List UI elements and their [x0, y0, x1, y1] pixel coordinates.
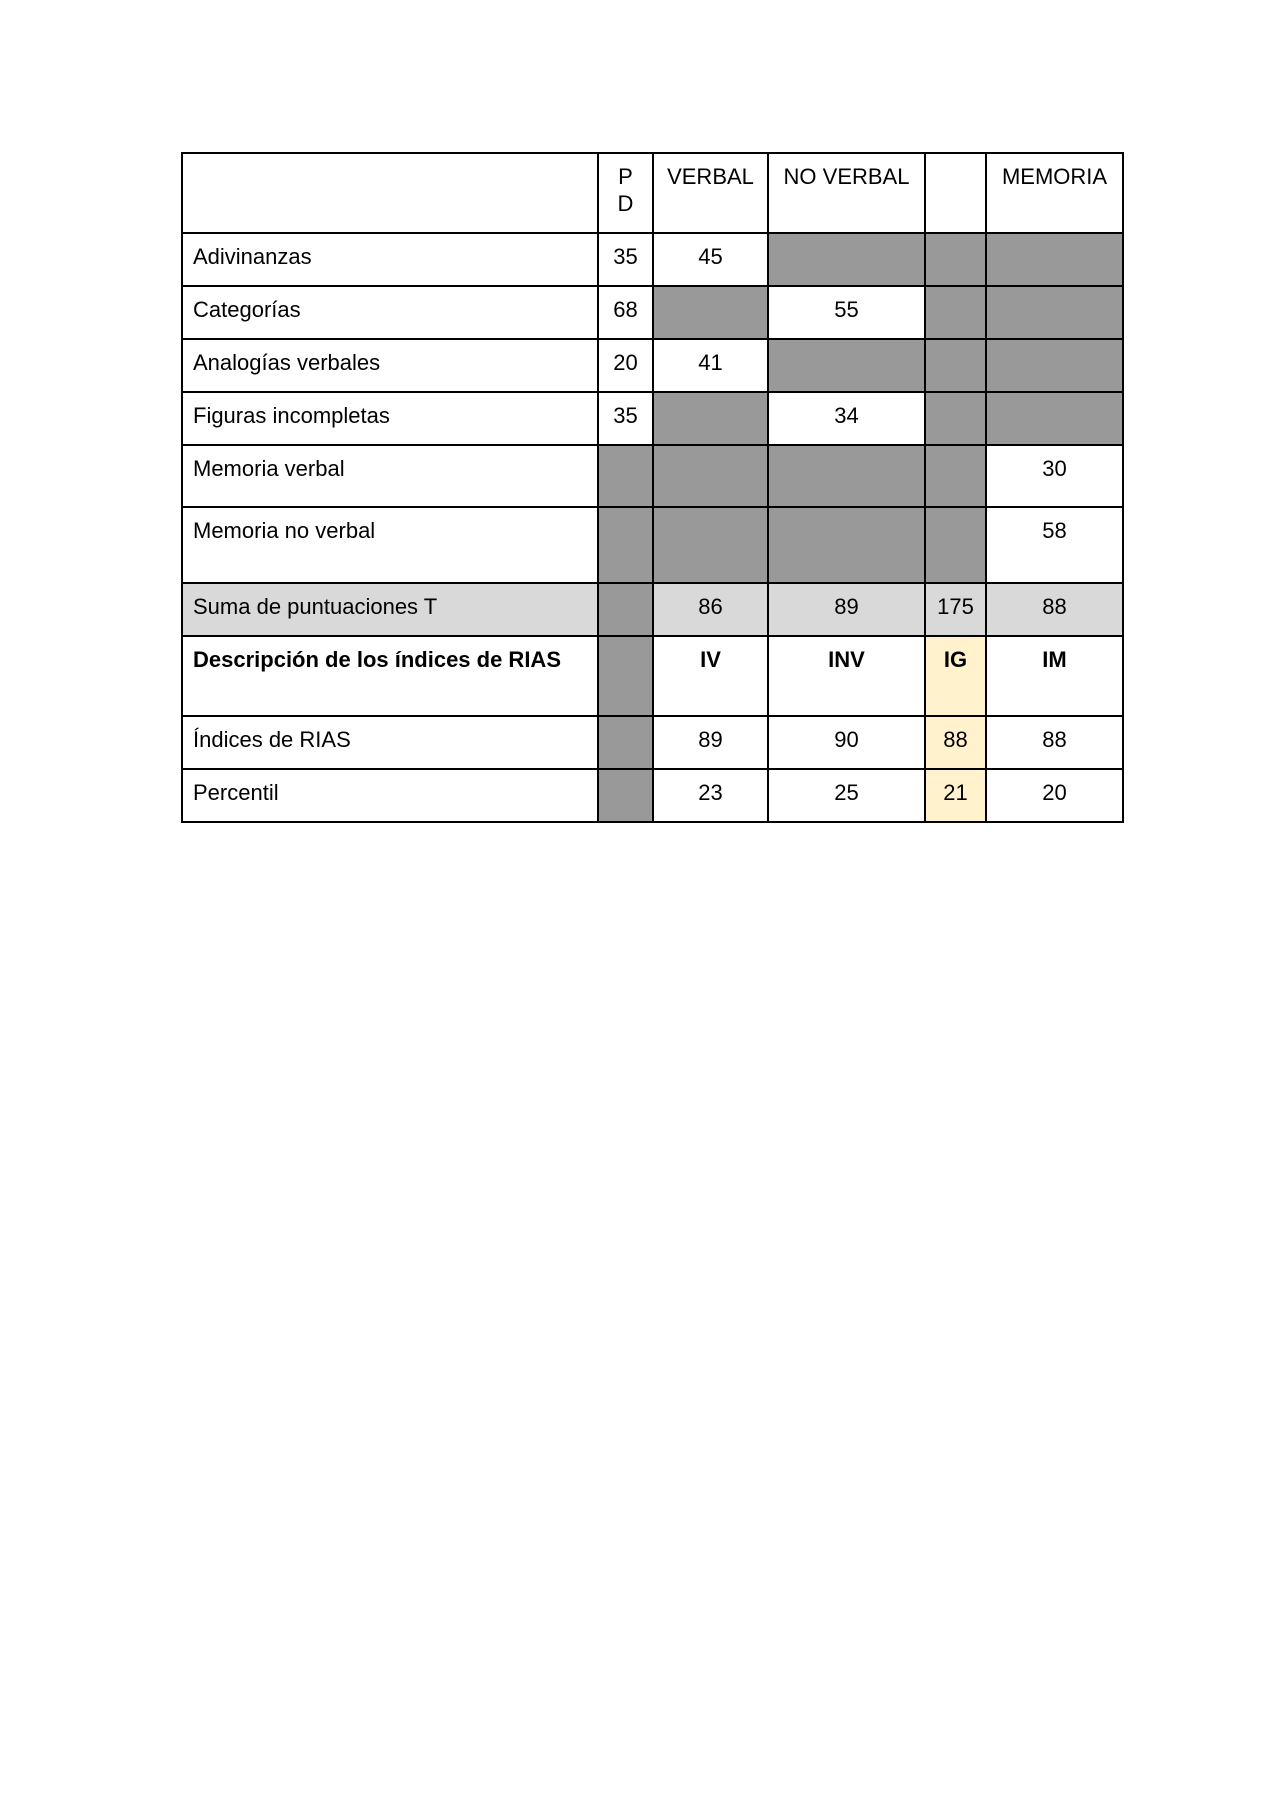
- memoria-cell: 20: [986, 769, 1123, 822]
- row-label: Memoria no verbal: [182, 507, 598, 583]
- pd-cell: [598, 769, 653, 822]
- no-verbal-cell: 25: [768, 769, 925, 822]
- table-row: [182, 286, 1123, 339]
- no-verbal-cell: [768, 339, 925, 392]
- verbal-cell: 41: [653, 339, 768, 392]
- memoria-cell: [986, 392, 1123, 445]
- row-label: Adivinanzas: [182, 233, 598, 286]
- pd-cell: [598, 583, 653, 636]
- memoria-cell: IM: [986, 636, 1123, 716]
- sum-row: [182, 583, 1123, 636]
- table-row: [182, 339, 1123, 392]
- table-row: [182, 507, 1123, 583]
- table-row: [182, 769, 1123, 822]
- row-label: Índices de RIAS: [182, 716, 598, 769]
- no-verbal-cell: [768, 507, 925, 583]
- row-label: Memoria verbal: [182, 445, 598, 507]
- row-label: Suma de puntuaciones T: [182, 583, 598, 636]
- verbal-cell: 86: [653, 583, 768, 636]
- verbal-cell: 89: [653, 716, 768, 769]
- ig-cell: [925, 286, 986, 339]
- ig-cell: 175: [925, 583, 986, 636]
- header-memoria-cell: MEMORIA: [986, 153, 1123, 233]
- memoria-cell: [986, 286, 1123, 339]
- header-label-cell: [182, 153, 598, 233]
- ig-cell: 21: [925, 769, 986, 822]
- no-verbal-cell: [768, 445, 925, 507]
- memoria-cell: [986, 233, 1123, 286]
- no-verbal-cell: 34: [768, 392, 925, 445]
- ig-cell: [925, 392, 986, 445]
- memoria-cell: [986, 339, 1123, 392]
- pd-cell: 20: [598, 339, 653, 392]
- table-row: [182, 445, 1123, 507]
- row-label: Categorías: [182, 286, 598, 339]
- ig-cell: [925, 233, 986, 286]
- ig-cell: [925, 339, 986, 392]
- memoria-cell: 88: [986, 583, 1123, 636]
- ig-cell: IG: [925, 636, 986, 716]
- row-label: Analogías verbales: [182, 339, 598, 392]
- pd-cell: 35: [598, 233, 653, 286]
- memoria-cell: 58: [986, 507, 1123, 583]
- ig-cell: 88: [925, 716, 986, 769]
- row-label: Figuras incompletas: [182, 392, 598, 445]
- pd-cell: [598, 716, 653, 769]
- index-description-row: [182, 636, 1123, 716]
- header-no-verbal-cell: NO VERBAL: [768, 153, 925, 233]
- header-pd-cell: P D: [598, 153, 653, 233]
- header-verbal-cell: VERBAL: [653, 153, 768, 233]
- header-row: [182, 153, 1123, 233]
- header-ig-cell: [925, 153, 986, 233]
- verbal-cell: 23: [653, 769, 768, 822]
- no-verbal-cell: 55: [768, 286, 925, 339]
- memoria-cell: 30: [986, 445, 1123, 507]
- ig-cell: [925, 445, 986, 507]
- table-row: [182, 233, 1123, 286]
- verbal-cell: 45: [653, 233, 768, 286]
- no-verbal-cell: 90: [768, 716, 925, 769]
- ig-cell: [925, 507, 986, 583]
- rias-scores-table: [181, 152, 1124, 823]
- verbal-cell: [653, 286, 768, 339]
- table-row: [182, 716, 1123, 769]
- verbal-cell: [653, 507, 768, 583]
- pd-cell: [598, 636, 653, 716]
- pd-cell: 68: [598, 286, 653, 339]
- no-verbal-cell: INV: [768, 636, 925, 716]
- verbal-cell: [653, 445, 768, 507]
- table-row: [182, 392, 1123, 445]
- no-verbal-cell: [768, 233, 925, 286]
- no-verbal-cell: 89: [768, 583, 925, 636]
- pd-cell: [598, 507, 653, 583]
- row-label: Percentil: [182, 769, 598, 822]
- row-label: Descripción de los índices de RIAS: [182, 636, 598, 716]
- memoria-cell: 88: [986, 716, 1123, 769]
- verbal-cell: [653, 392, 768, 445]
- verbal-cell: IV: [653, 636, 768, 716]
- pd-cell: [598, 445, 653, 507]
- pd-cell: 35: [598, 392, 653, 445]
